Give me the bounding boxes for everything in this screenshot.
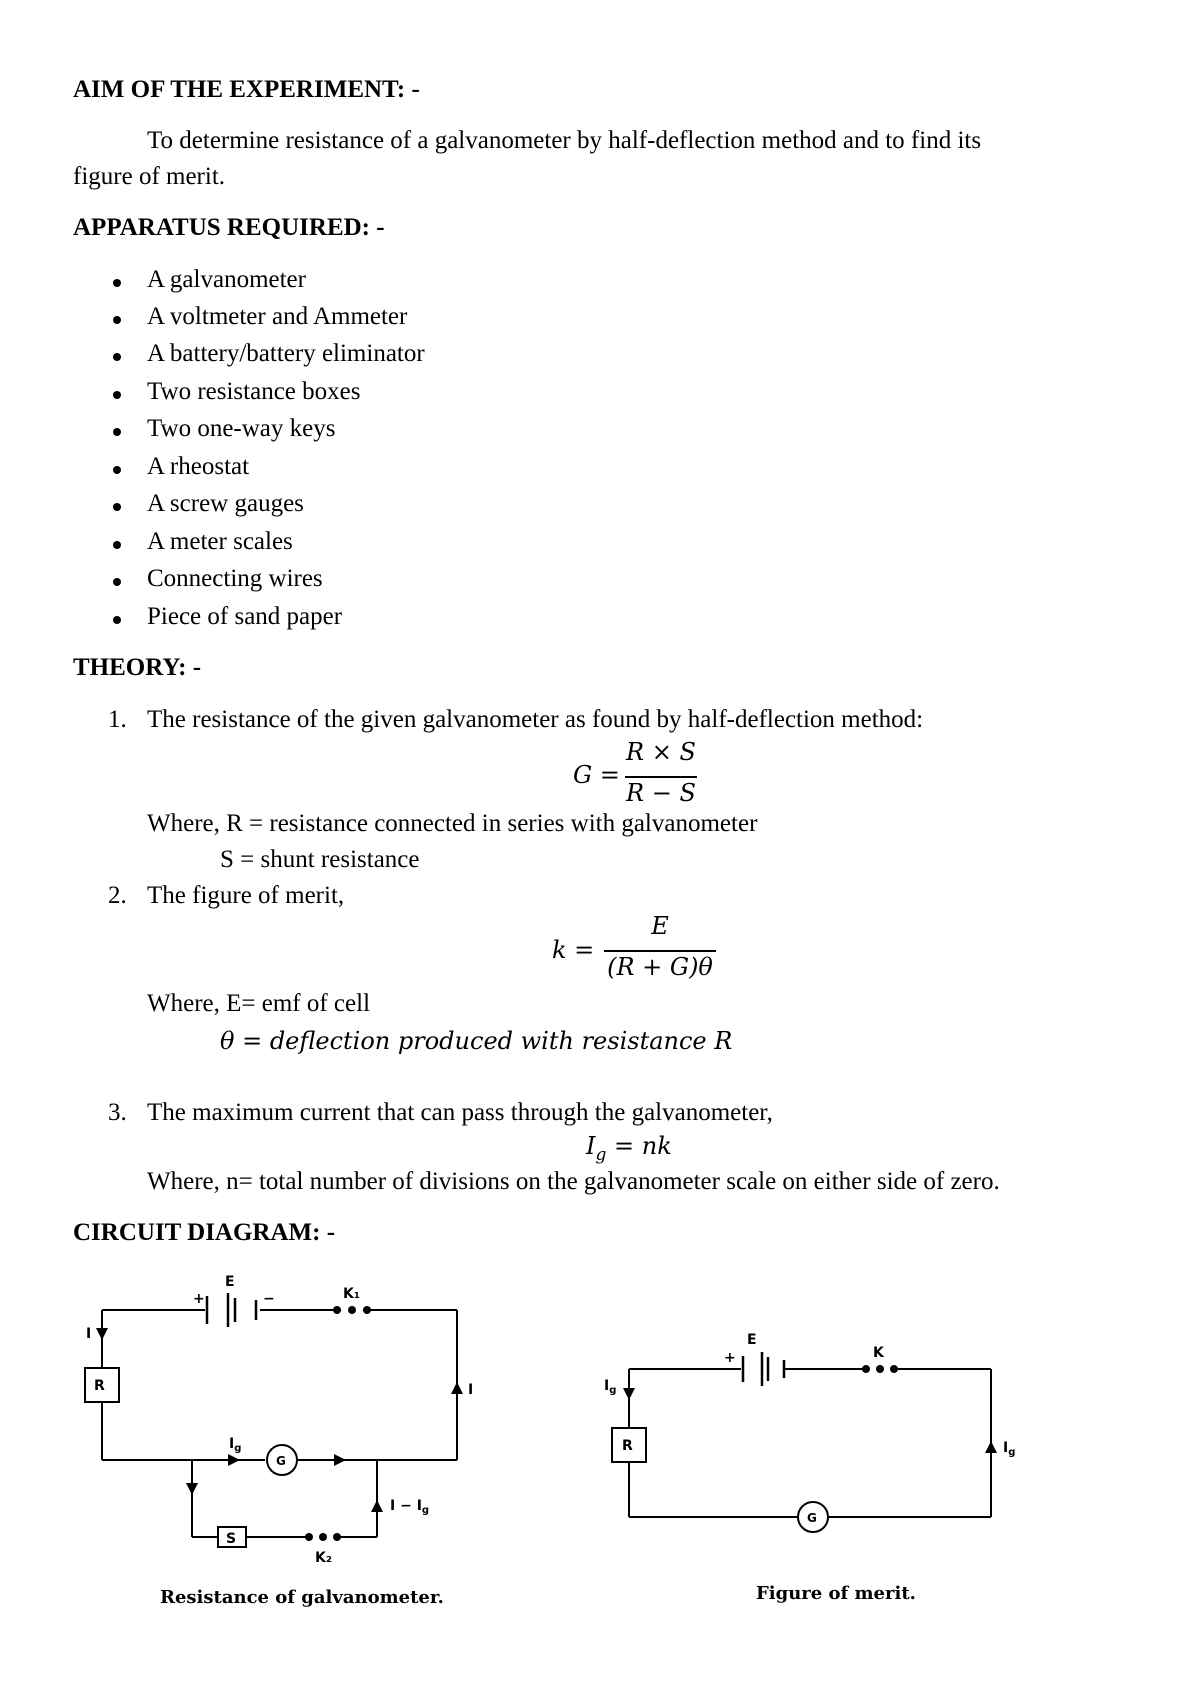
label-E: E [225,1274,235,1290]
label-Ig-right: $I_g$ [1003,1440,1016,1458]
label-Ig-left: $I_g$ [604,1378,617,1396]
caption-figure-of-merit: Figure of merit. [756,1583,916,1604]
theory-item2-text: The figure of merit, [147,882,345,909]
resistance-circuit-labels [86,1274,473,1566]
aim-heading: AIM OF THE EXPERIMENT: - [73,76,420,103]
arrow-icon [96,1328,108,1340]
label-plus: + [193,1291,205,1307]
aim-text-line1: To determine resistance of a galvanometer by half-deflection method and to find its [147,127,982,154]
arrow-icon [186,1483,198,1495]
theory-item3-text: The maximum current that can pass through the galvanometer, [147,1099,773,1126]
label-G: G [807,1511,817,1525]
theory-heading: THEORY: - [73,654,202,681]
apparatus-item: A voltmeter and Ammeter [147,303,408,330]
formula3-subscript: g [595,1144,607,1165]
formula2-denominator: (R + G)θ [607,953,713,981]
theory-item3-where1: Where, n= total number of divisions on the galvanometer scale on either side of zero. [147,1168,1000,1195]
theory-item3-number: 3. [108,1099,127,1126]
figure-of-merit-circuit [612,1352,991,1532]
label-I-left: I [86,1326,92,1342]
label-K2: K₂ [315,1550,332,1566]
label-G: G [276,1454,286,1468]
apparatus-item: Two one-way keys [147,415,336,442]
arrow-icon [371,1500,383,1512]
apparatus-item: Connecting wires [147,565,323,592]
theory-item2-number: 2. [108,882,127,909]
formula2-numerator: E [651,912,669,940]
label-S: S [226,1531,237,1547]
arrow-icon [228,1454,240,1466]
circuit-heading: CIRCUIT DIAGRAM: - [73,1219,336,1246]
formula3-rest: = nk [606,1132,672,1160]
theory-item2-where1: Where, E= emf of cell [147,990,371,1017]
arrow-icon [985,1441,997,1453]
caption-resistance-of-galvanometer: Resistance of galvanometer. [160,1587,444,1608]
label-R: R [622,1438,633,1454]
theory-item1-number: 1. [108,706,127,733]
apparatus-item: A screw gauges [147,490,304,517]
label-E: E [747,1332,757,1348]
apparatus-item: A rheostat [147,453,250,480]
formula2-lhs: k = [552,936,595,964]
aim-text-line2: figure of merit. [73,163,226,190]
theory-item2-where2: θ = deflection produced with resistance R [220,1027,733,1055]
theory-item1-text: The resistance of the given galvanometer as found by half-deflection method: [147,706,924,733]
arrow-icon [334,1454,346,1466]
arrow-icon [623,1388,635,1400]
label-I-right: I [468,1382,474,1398]
theory-item1-where2: S = shunt resistance [220,846,420,873]
theory-item1-where1: Where, R = resistance connected in series with galvanometer [147,810,758,837]
formula1-lhs: G = [573,761,620,789]
label-I-minus-Ig: $I - I_g$ [390,1498,430,1516]
figure-of-merit-circuit-labels [604,1332,1015,1525]
apparatus-heading: APPARATUS REQUIRED: - [73,214,385,241]
apparatus-item: A meter scales [147,528,293,555]
figure-of-merit-circuit-marks [623,1365,997,1453]
formula1-numerator: R × S [626,738,696,766]
apparatus-item: Piece of sand paper [147,603,343,630]
label-minus: − [263,1291,275,1307]
label-R: R [94,1378,105,1394]
apparatus-item: A battery/battery eliminator [147,340,425,367]
apparatus-item: A galvanometer [147,266,306,293]
arrow-icon [451,1382,463,1394]
label-K: K [873,1345,884,1361]
formula3-base: I [586,1132,596,1160]
label-K1: K₁ [343,1286,360,1302]
formula1-denominator: R − S [626,779,696,807]
label-Ig: $I_g$ [229,1436,242,1454]
label-plus: + [724,1350,736,1366]
apparatus-item: Two resistance boxes [147,378,361,405]
